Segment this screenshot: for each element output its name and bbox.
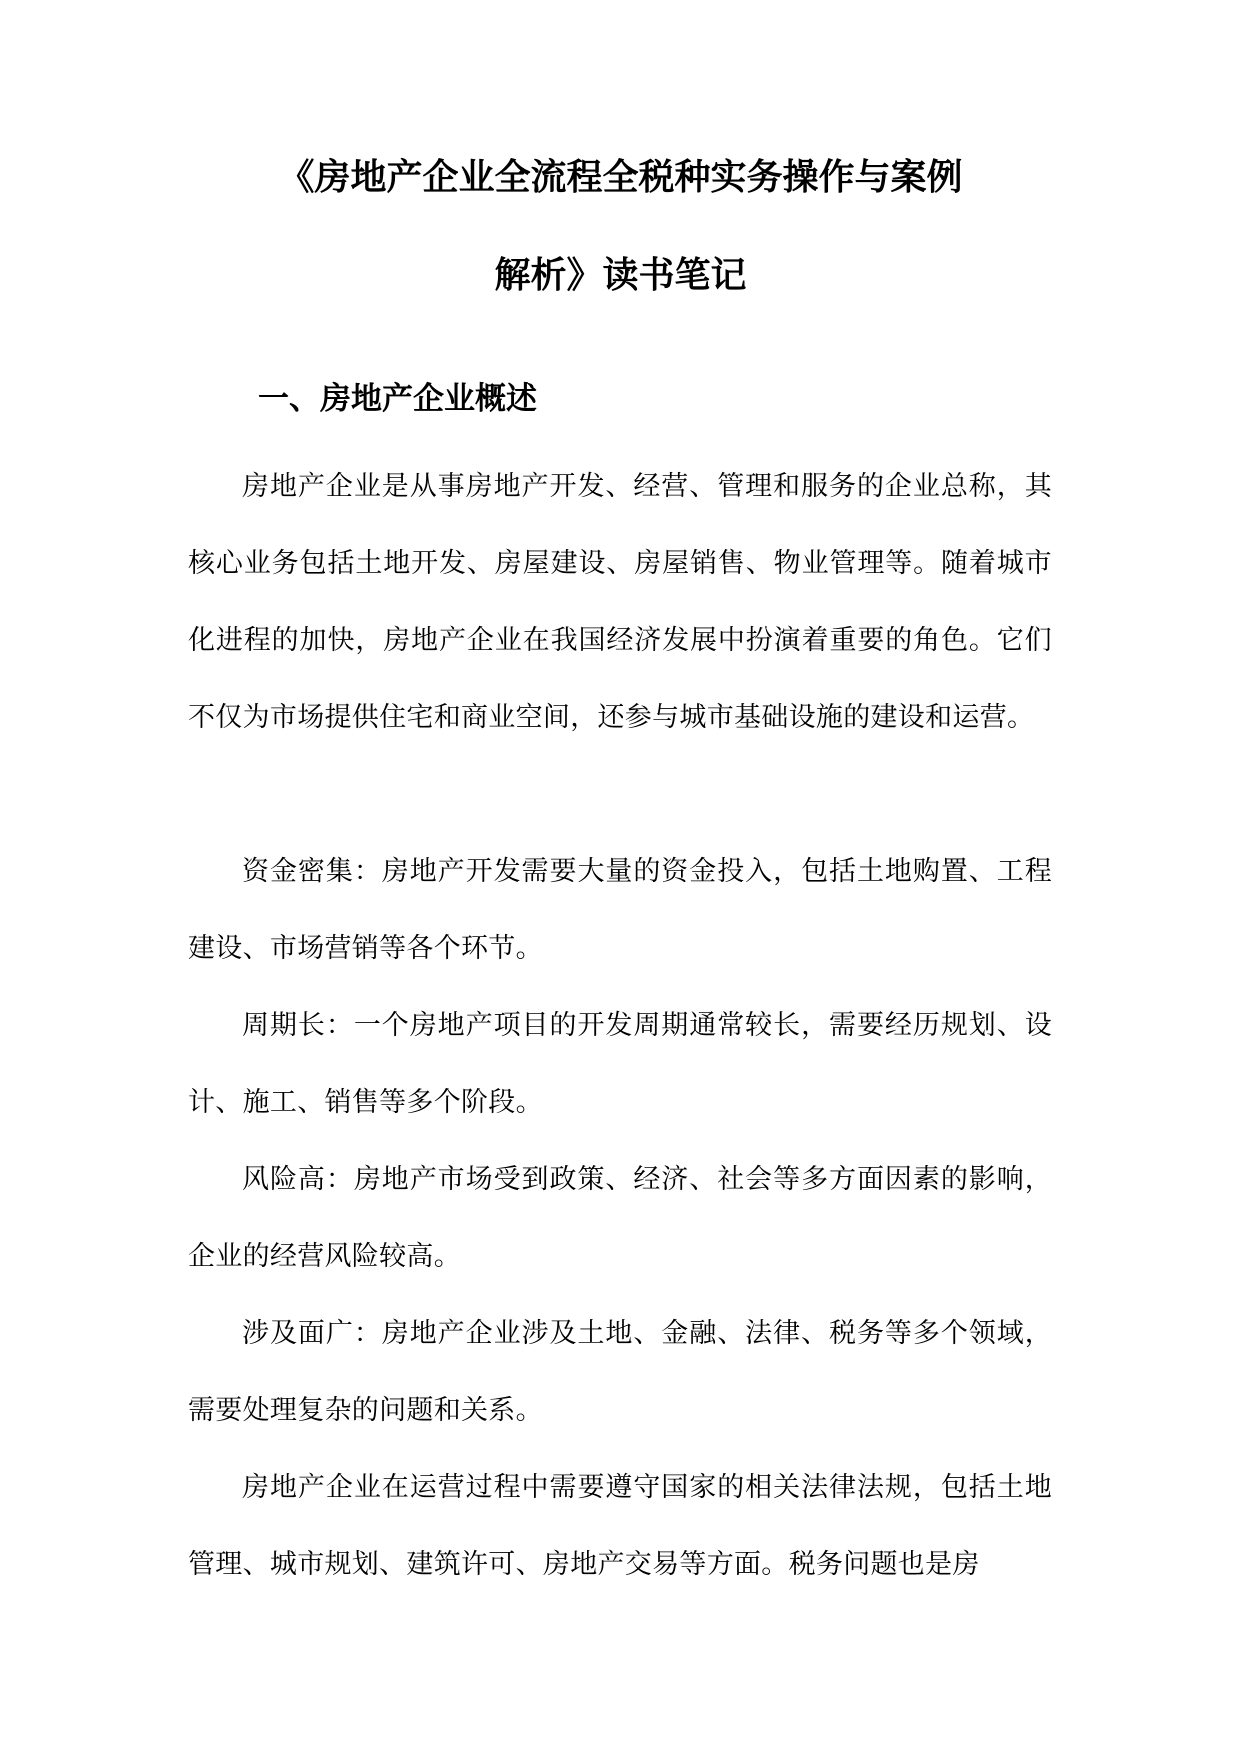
- paragraph-regulations: 房地产企业在运营过程中需要遵守国家的相关法律法规，包括土地管理、城市规划、建筑许可、房地产交易等方面。税务问题也是房: [188, 1472, 1052, 1580]
- paragraph-wide-scope: 涉及面广：房地产企业涉及土地、金融、法律、税务等多个领域，需要处理复杂的问题和关系。: [188, 1318, 1052, 1426]
- document-title-line-1: 《房地产企业全流程全税种实务操作与案例: [278, 157, 963, 198]
- paragraph-overview: 房地产企业是从事房地产开发、经营、管理和服务的企业总称，其核心业务包括土地开发、房屋建设、房屋销售、物业管理等。随着城市化进程的加快，房地产企业在我国经济发展中扮演着重要的角色。它们不仅为市场提供住宅和商业空间，还参与城市基础设施的建设和运营。: [188, 471, 1052, 733]
- section-heading: 一、房地产企业概述: [258, 381, 537, 417]
- paragraph-high-risk: 风险高：房地产市场受到政策、经济、社会等多方面因素的影响，企业的经营风险较高。: [188, 1164, 1052, 1272]
- document-title-line-2: 解析》读书笔记: [494, 255, 747, 296]
- paragraph-capital-intensive: 资金密集：房地产开发需要大量的资金投入，包括土地购置、工程建设、市场营销等各个环节。: [188, 856, 1052, 964]
- paragraph-long-cycle: 周期长：一个房地产项目的开发周期通常较长，需要经历规划、设计、施工、销售等多个阶段。: [188, 1010, 1052, 1118]
